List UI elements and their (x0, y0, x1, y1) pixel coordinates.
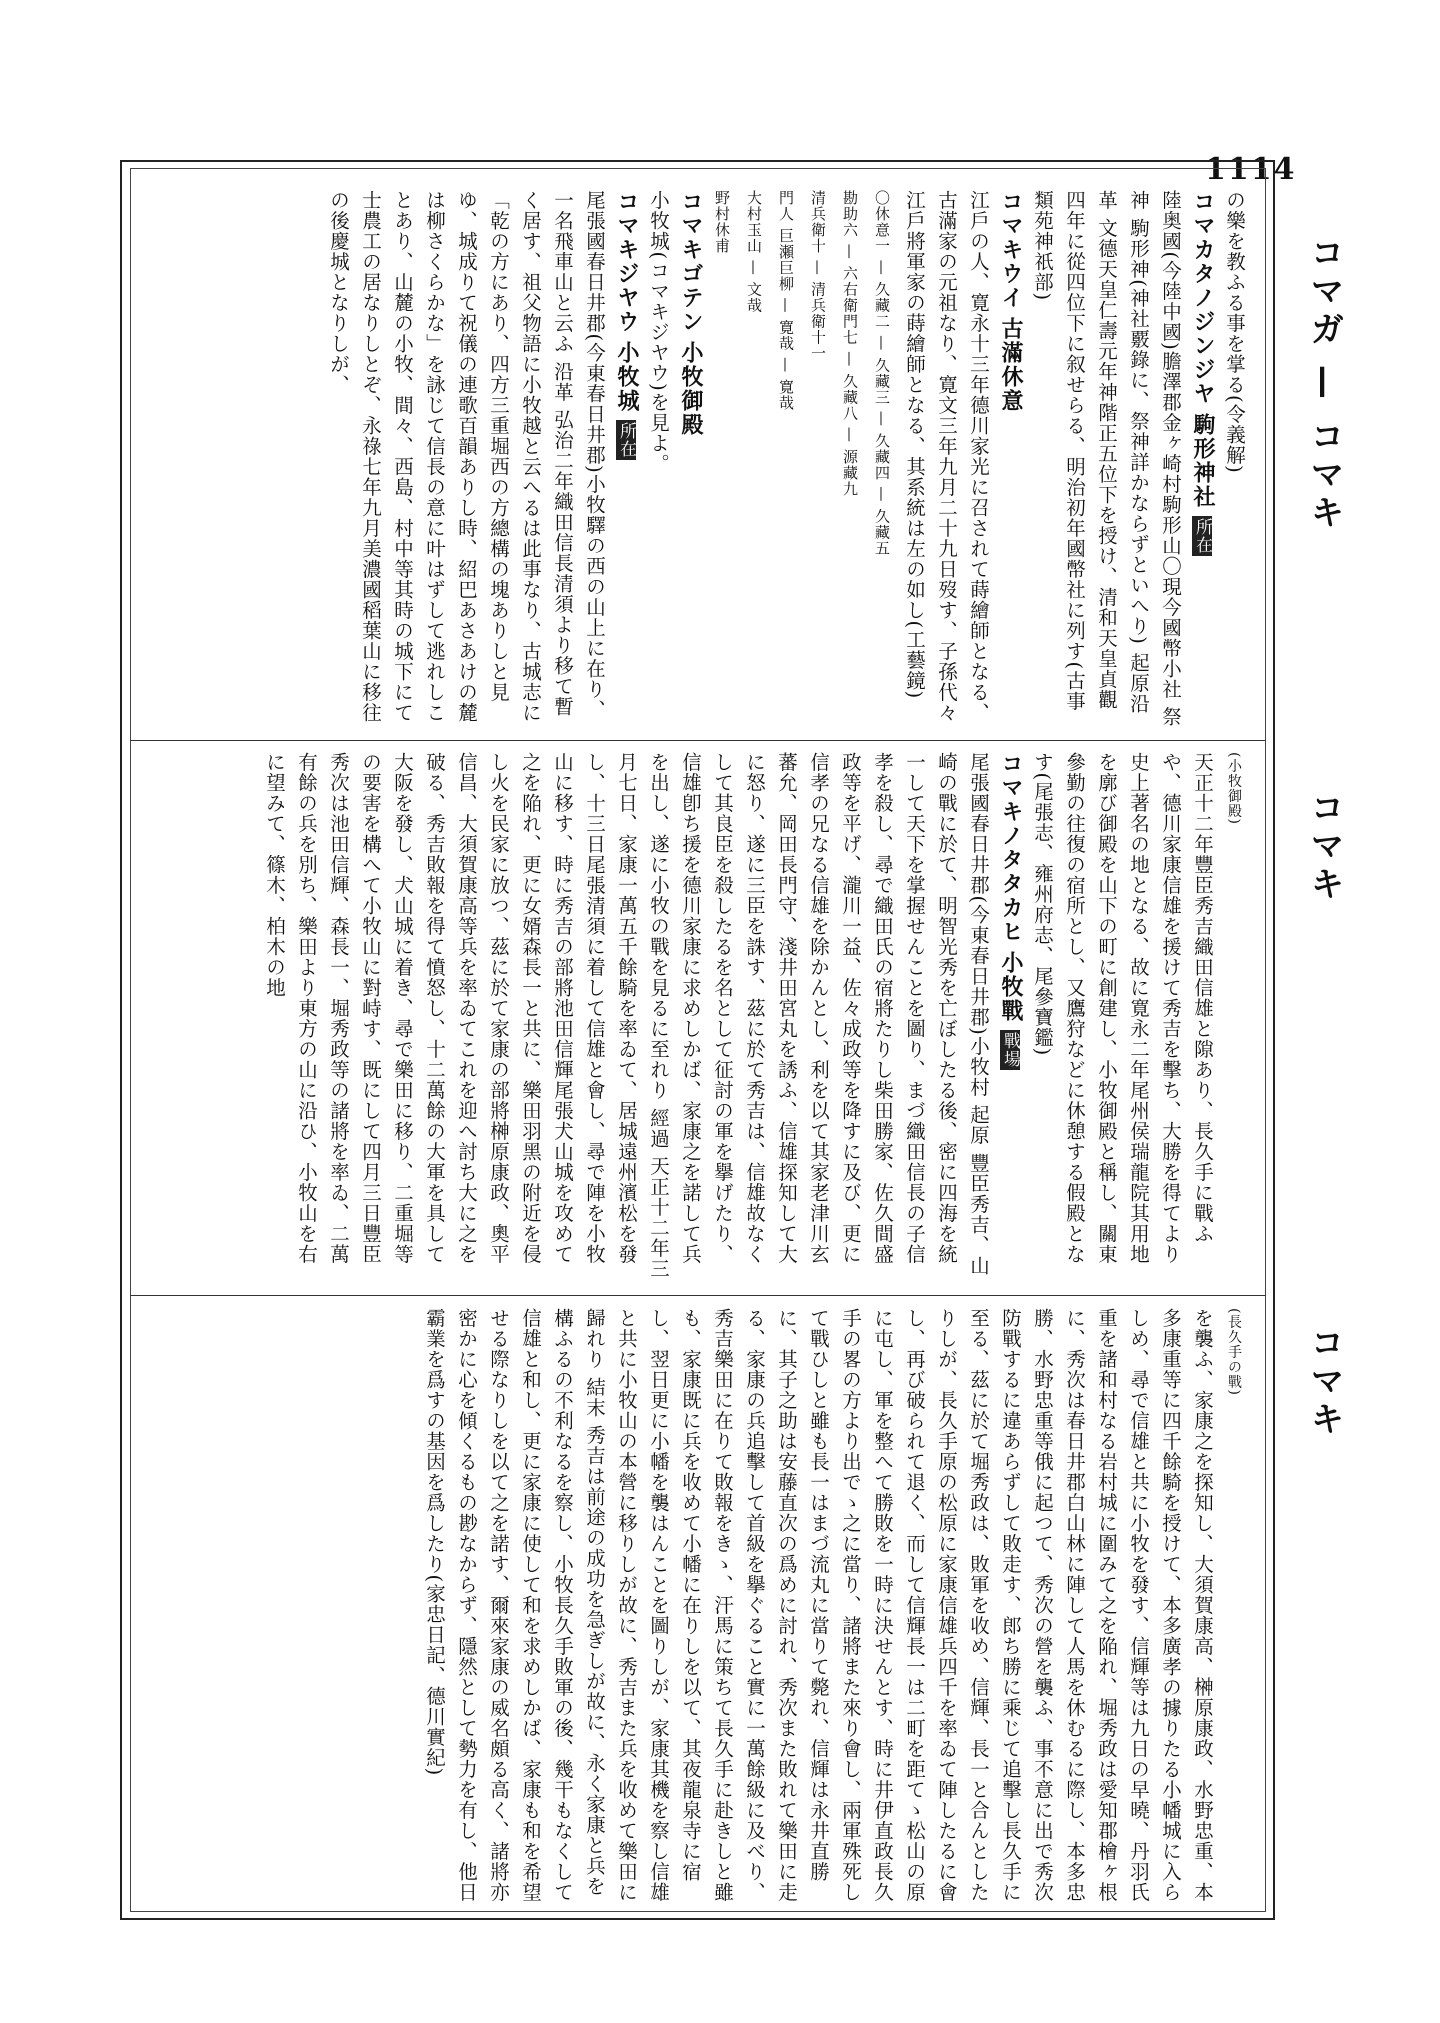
entry-komakijou (610, 190, 642, 730)
lineage-row: 〇休意一 — 久藏二 — 久藏三 — 久藏四 — 久藏五 (873, 190, 891, 557)
lineage-row: 清兵衛十 — 清兵衛十一 (809, 190, 827, 362)
entry-continuation: の樂を教ふる事を掌る(令義解) (1223, 190, 1246, 474)
entry-continuation: 天正十二年豐臣秀吉織田信雄と隙あり、長久手に戰ふや、德川家康信雄を援けて秀吉を擊ち、大勝を得てより史上著名の地となる、故に寛永二年尾州侯瑞龍院其用地を廓び御殿を山下の町に創建し、小牧御殿と稱し、關東參勤の往復の宿所とし、又鷹狩などに休憩する假殿となす(尾張志、雍州府志、尾參寶鑑) (1031, 752, 1214, 1265)
running-head: コマガ — コマキ (1304, 235, 1344, 533)
margin-caption: (長久手の戰) (1226, 1308, 1242, 1396)
entry-komakinotatakai (994, 752, 1026, 1284)
section-label-mid: コマキ (1304, 790, 1344, 904)
section-label-low: コマキ (1304, 1325, 1344, 1439)
entry-kanji: 古滿休意 (998, 317, 1023, 414)
band-middle (140, 752, 1250, 1284)
band-bottom (140, 1308, 1250, 1903)
entry-kanji: 小牧戰 (998, 951, 1023, 1024)
entry-continuation: を襲ふ、家康之を探知し、大須賀康高、榊原康政、水野忠重、本多康重等に四千餘騎を授けて、本多廣孝の據りたる小幡城に入らしめ、尋で信雄と共に小牧を發す、信輝等は九日の早曉、丹羽氏重を諸和村なる岩村城に圍みて之を陥れ、堀秀政は愛知郡檜ヶ根に、秀次は春日井郡白山林に陣して人馬を休むるに際し、本多忠勝、水野忠重等俄に起つて、秀次の營を襲ふ、事不意に出で秀次防戰するに違あらずして敗走す、郎ち勝に乘じて追擊し長久手に至る、茲に於て堀秀政は、敗軍を收め、信輝、長一と合んとしたりしが、長久手原の松原に家康信雄兵四千を率ゐて陣したるに會し、再び破られて退く、而して信輝長一は二町を距てゝ松山の原に屯し、軍を整へて勝敗を一時に決せんとす、時に井伊直政長久手の畧の方より出でゝ之に當り、諸將また來り會し、兩軍殊死して戰ひしと雖も長一はまづ流丸に當りて斃れ、信輝は永井直勝に、其子之助は安藤直次の爲めに討れ、秀次また敗れて樂田に走る、家康の兵追擊して首級を擧ぐること實に一萬餘級に及べり、秀吉樂田に在りて敗報をきゝ、汗馬に策ちて長久手に赴きしと雖も、家康既に兵を收めて小幡に在りしを以て、其夜龍泉寺に宿し、翌日更に小幡を襲はんことを圖りしが、家康其機を察し信雄と共に小牧山の本營に移りしが故に、秀吉また兵を收めて樂田に歸れり 結末 秀吉は前途の成功を急ぎしが故に、永く家康と兵を構ふるの不利なるを察し、小牧長久手敗軍の後、幾干もなくして信雄と和し、更に家康に使して和を求めしかば、家康も和を希望せる際なりしを以て之を諾す、爾來家康の威名頗る高く、諸將亦密かに心を傾くるもの尠なからず、隱然として勢力を有し、他日霸業を爲すの基因を爲したり(家忠日記、德川實紀) (423, 1308, 1214, 1903)
entry-tag: 戰場 (1000, 1032, 1020, 1069)
lineage-row: 大村玉山 — 文哉 (745, 190, 763, 314)
entry-tag: 所在 (1192, 518, 1212, 555)
entry-tag: 所在 (616, 422, 636, 459)
page-number: 1114 (1205, 152, 1297, 187)
entry-komakigoten (674, 190, 706, 730)
band-divider-2 (130, 1295, 1266, 1296)
entry-body: 小牧城(コマキジヤウ)を見よ。 (647, 190, 670, 474)
entry-kanji: 小牧御殿 (678, 341, 703, 438)
band-divider-1 (130, 740, 1266, 741)
entry-head: コマカタノジンジヤ (1190, 190, 1215, 406)
lineage-row: 野村休甫 (713, 190, 731, 254)
lineage-row: 門人 巨瀬巨柳 — 寛哉 — 寛哉 (777, 190, 795, 411)
entry-head: コマキノタタカヒ (998, 752, 1023, 944)
entry-head: コマキウイ (998, 190, 1023, 310)
entry-head: コマキゴテン (678, 190, 703, 334)
entry-body: 尾張國春日井郡(今東春日井郡)小牧村 起原 豐臣秀吉、山崎の戰に於て、明智光秀を亡ぼしたる後、密に四海を統一して天下を掌握せんことを圖り、まづ織田信長の子信孝を殺し、尋で織田氏の宿將たりし柴田勝家、佐久間盛政等を平げ、瀧川一益、佐々成政等を降すに及び、更に信孝の兄なる信雄を除かんとし、利を以て其家老津川玄蕃允、岡田長門守、淺井田宮丸を誘ふ、信雄探知して大に怒り、遂に三臣を誅す、茲に於て秀吉は、信雄故なくして其良臣を殺したるを名として征討の軍を擧げたり、信雄卽ち援を德川家康に求めしかば、家康之を諾して兵を出し、遂に小牧の戰を見るに至れり 經過 天正十二年三月七日、家康一萬五千餘騎を率ゐて、居城遠州濱松を發し、十三日尾張清須に着して信雄と會し、尋で陣を小牧山に移す、時に秀吉の部將池田信輝尾張犬山城を攻めて之を陥れ、更に女婿森長一と共に、樂田羽黑の附近を侵し火を民家に放つ、茲に於て家康の部將榊原康政、奧平信昌、大須賀康高等兵を率ゐてこれを迎へ討ち大に之を破る、秀吉敗報を得て憤怒し、十二萬餘の大軍を具して大阪を發し、犬山城に着き、尋で樂田に移り、二重堀等の要害を構へて小牧山に對峙す、既にして四月三日豐臣秀次は池田信輝、森長一、堀秀政等の諸將を率ゐ、二萬有餘の兵を別ち、樂田より東方の山に沿ひ、小牧山を右に望みて、篠木、柏木の地 (263, 752, 990, 1279)
entry-kanji: 駒形神社 (1190, 413, 1215, 510)
entry-body: 陸奥國(今陸中國)膽澤郡金ヶ崎村駒形山〇現今國幣小社 祭神 駒形神(神社覈錄に、祭神詳かならずといへり) 起原沿革 文德天皇仁壽元年神階正五位下を授け、清和天皇貞觀四年に從四位下に叙せらる、明治初年國幣社に列す(古事類苑神祇部) (1031, 190, 1182, 727)
entry-body: 江戶の人、寛永十三年德川家光に召されて蒔繪師となる、古滿家の元祖なり、寛文三年九月二十九日歿す、子孫代々江戶將軍家の蒔繪師となる、其系統は左の如し(工藝鏡) (903, 190, 990, 723)
entry-kanji: 小牧城 (614, 341, 639, 414)
entry-komakata (1186, 190, 1218, 730)
entry-body: 尾張國春日井郡(今東春日井郡)小牧驛の西の山上に在り、一名飛車山と云ふ 沿革 弘治二年織田信長清須より移て暫く居す、祖父物語に小牧越と云へるは此事なり、古城志に「乾の方にあり、四方三重堀西の方總構の塊ありしと見ゆ、城成りて祝儀の連歌百韻ありし時、紹巴あさあけの麓は柳さくらかな」を詠じて信長の意に叶はずして逃れしことあり、山麓の小牧、間々、西島、村中等其時の城下にて士農工の居なりしとぞ、永祿七年九月美濃國稻葉山に移往の後慶城となりしが、 (327, 190, 606, 723)
entry-komakiui (994, 190, 1026, 730)
entry-head: コマキジヤウ (614, 190, 639, 334)
margin-caption: (小牧御殿) (1226, 752, 1242, 825)
lineage-row: 勘助六 — 六右衛門七 — 久藏八 — 源藏九 (841, 190, 859, 497)
band-top (140, 190, 1250, 730)
